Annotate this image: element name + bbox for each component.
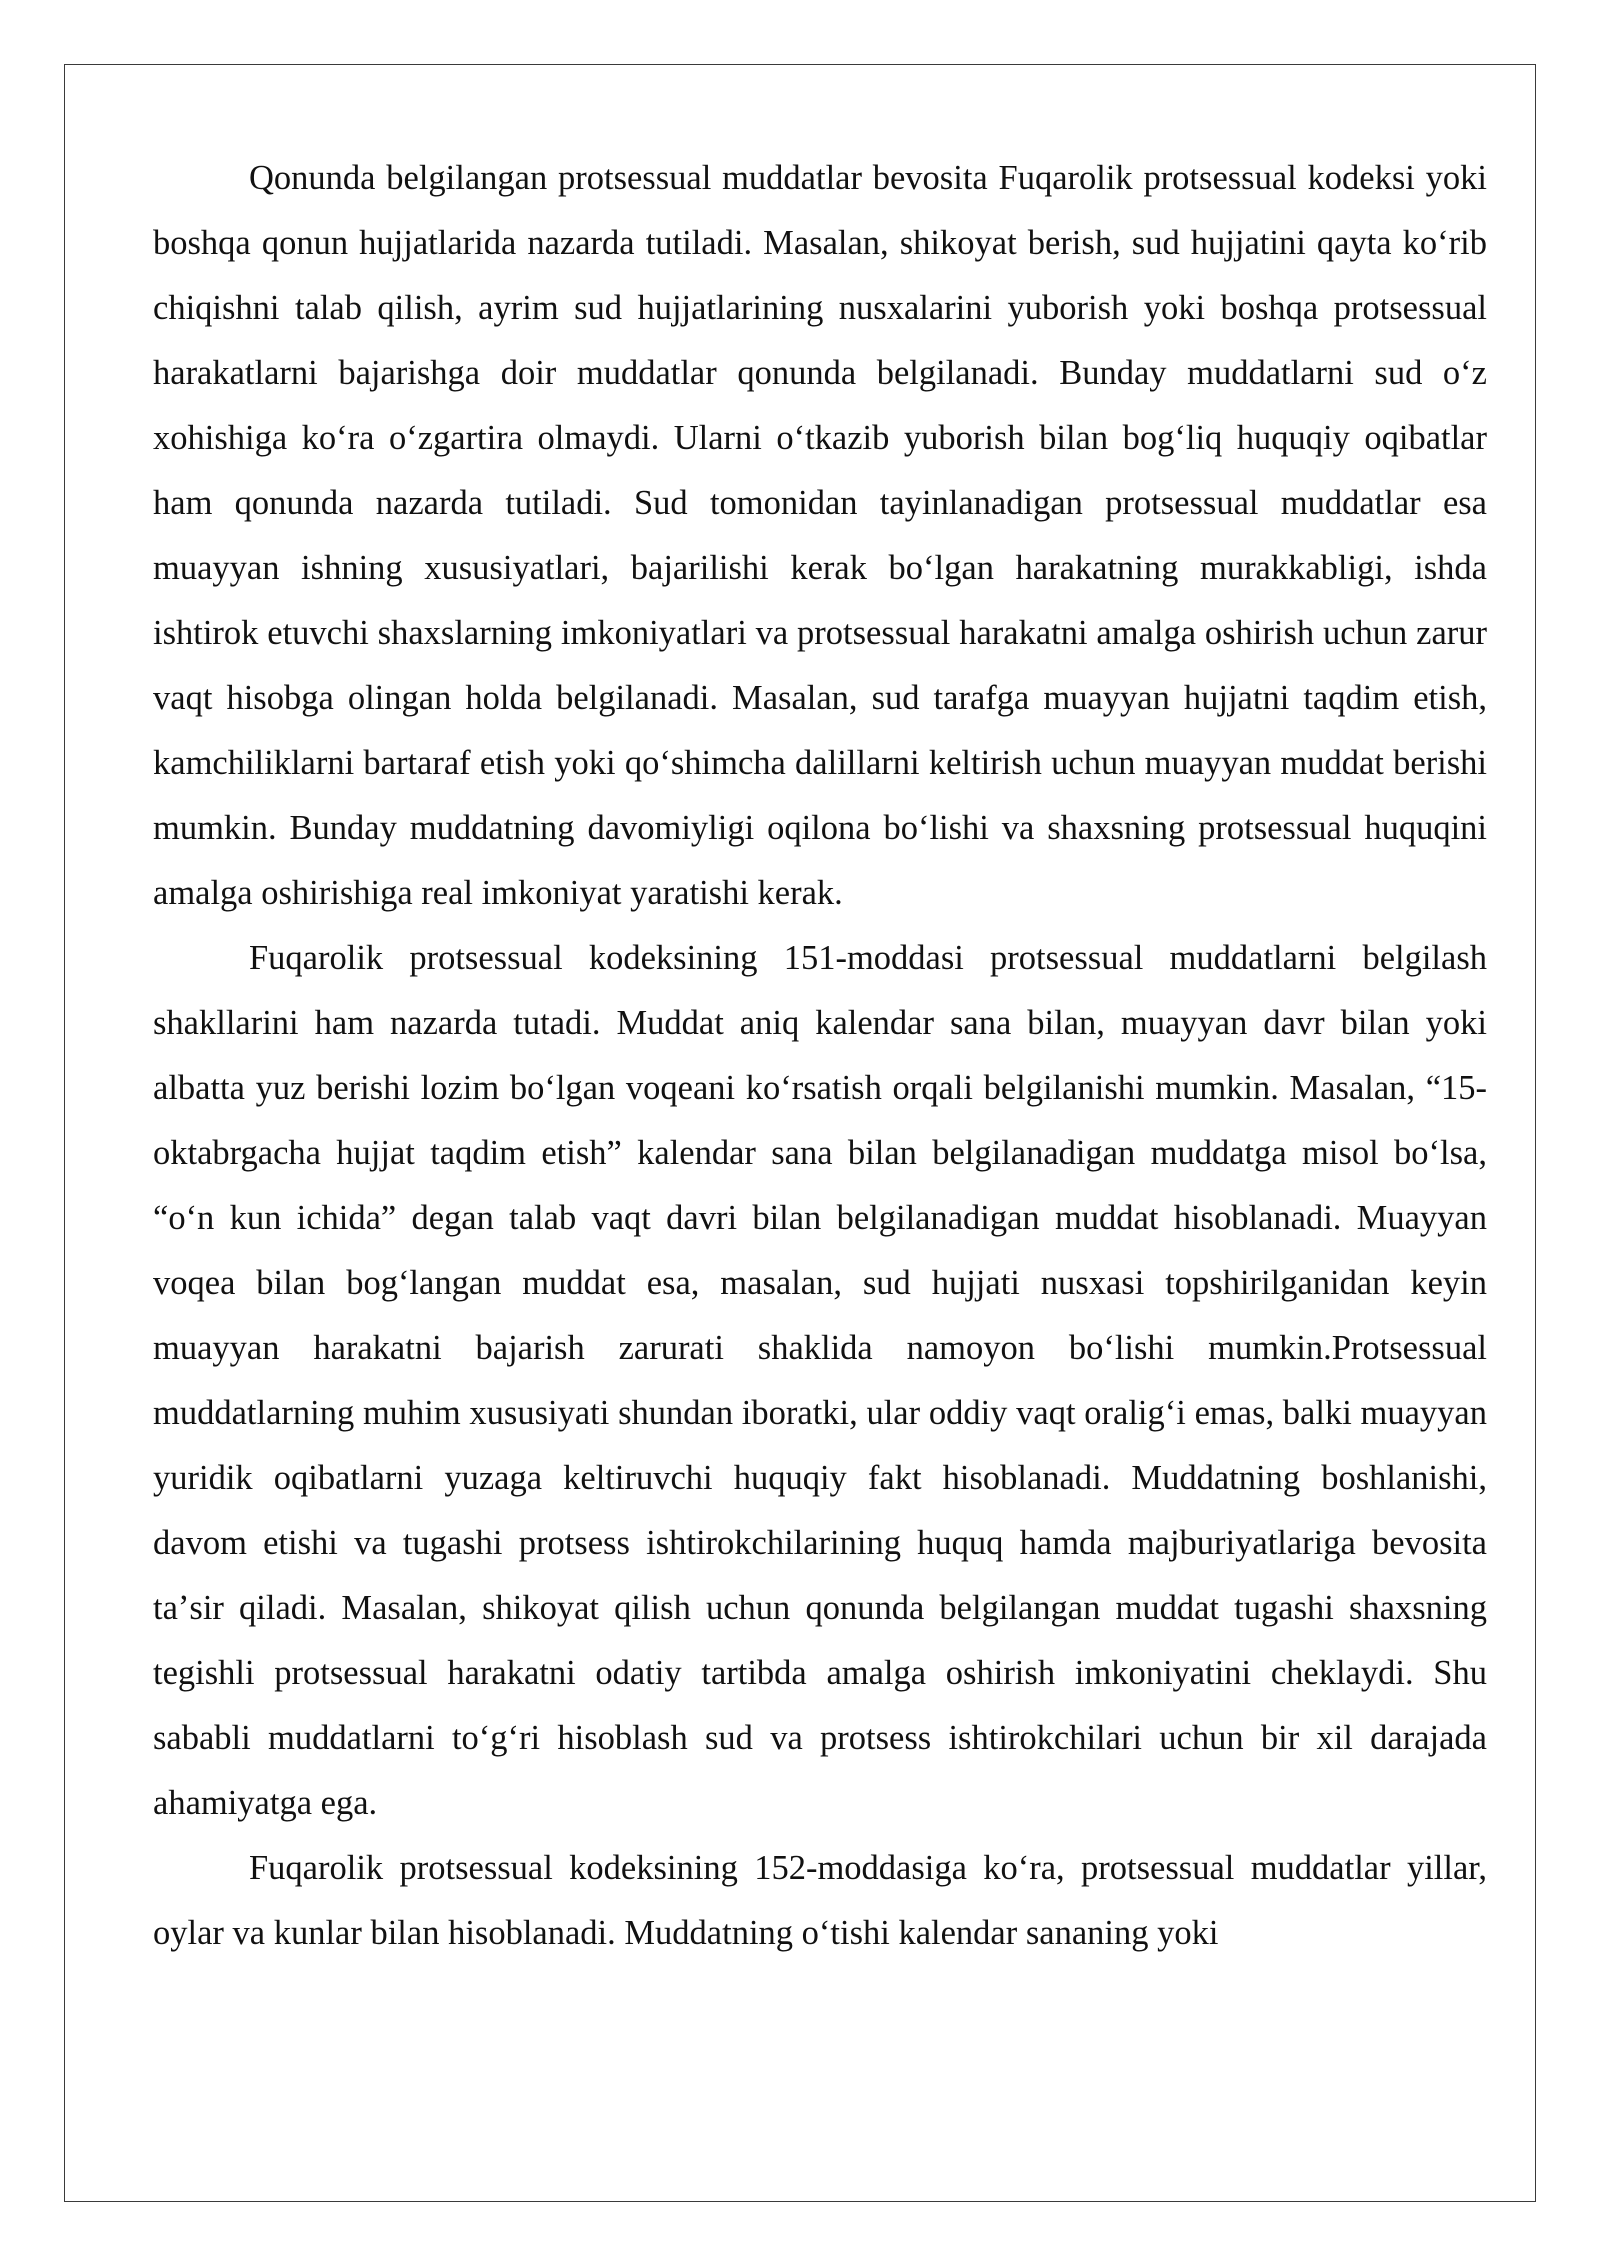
paragraph-2: Fuqarolik protsessual kodeksining 151-moddasi protsessual muddatlarni belgilash shakllarini ham nazarda tutadi. Muddat aniq kalendar sana bilan, muayyan davr bilan yoki albatta yuz berishi lozim boʻlgan voqeani koʻrsatish orqali belgilanishi mumkin. Masalan, “15-oktabrgacha hujjat taqdim etish” kalendar sana bilan belgilanadigan muddatga misol boʻlsa, “oʻn kun ichida” degan talab vaqt davri bilan belgilanadigan muddat hisoblanadi. Muayyan voqea bilan bogʻlangan muddat esa, masalan, sud hujjati nusxasi topshirilganidan keyin muayyan harakatni bajarish zarurati shaklida namoyon boʻlishi mumkin.Protsessual muddatlarning muhim xususiyati shundan iboratki, ular oddiy vaqt oraligʻi emas, balki muayyan yuridik oqibatlarni yuzaga keltiruvchi huquqiy fakt hisoblanadi. Muddatning boshlanishi, davom etishi va tugashi protsess ishtirokchilarining huquq hamda majburiyatlariga bevosita taʼsir qiladi. Masalan, shikoyat qilish uchun qonunda belgilangan muddat tugashi shaxsning tegishli protsessual harakatni odatiy tartibda amalga oshirish imkoniyatini cheklaydi. Shu sababli muddatlarni toʻgʻri hisoblash sud va protsess ishtirokchilari uchun bir xil darajada ahamiyatga ega.	[153, 939, 1487, 1822]
document-body	[153, 146, 1487, 1966]
paragraph-3: Fuqarolik protsessual kodeksining 152-moddasiga koʻra, protsessual muddatlar yillar, oylar va kunlar bilan hisoblanadi. Muddatning oʻtishi kalendar sananing yoki	[153, 1849, 1487, 1952]
paragraph-1: Qonunda belgilangan protsessual muddatlar bevosita Fuqarolik protsessual kodeksi yoki boshqa qonun hujjatlarida nazarda tutiladi. Masalan, shikoyat berish, sud hujjatini qayta koʻrib chiqishni talab qilish, ayrim sud hujjatlarining nusxalarini yuborish yoki boshqa protsessual harakatlarni bajarishga doir muddatlar qonunda belgilanadi. Bunday muddatlarni sud oʻz xohishiga koʻra oʻzgartira olmaydi. Ularni oʻtkazib yuborish bilan bogʻliq huquqiy oqibatlar ham qonunda nazarda tutiladi. Sud tomonidan tayinlanadigan protsessual muddatlar esa muayyan ishning xususiyatlari, bajarilishi kerak boʻlgan harakatning murakkabligi, ishda ishtirok etuvchi shaxslarning imkoniyatlari va protsessual harakatni amalga oshirish uchun zarur vaqt hisobga olingan holda belgilanadi. Masalan, sud tarafga muayyan hujjatni taqdim etish, kamchiliklarni bartaraf etish yoki qoʻshimcha dalillarni keltirish uchun muayyan muddat berishi mumkin. Bunday muddatning davomiyligi oqilona boʻlishi va shaxsning protsessual huquqini amalga oshirishiga real imkoniyat yaratishi kerak.	[153, 159, 1487, 912]
